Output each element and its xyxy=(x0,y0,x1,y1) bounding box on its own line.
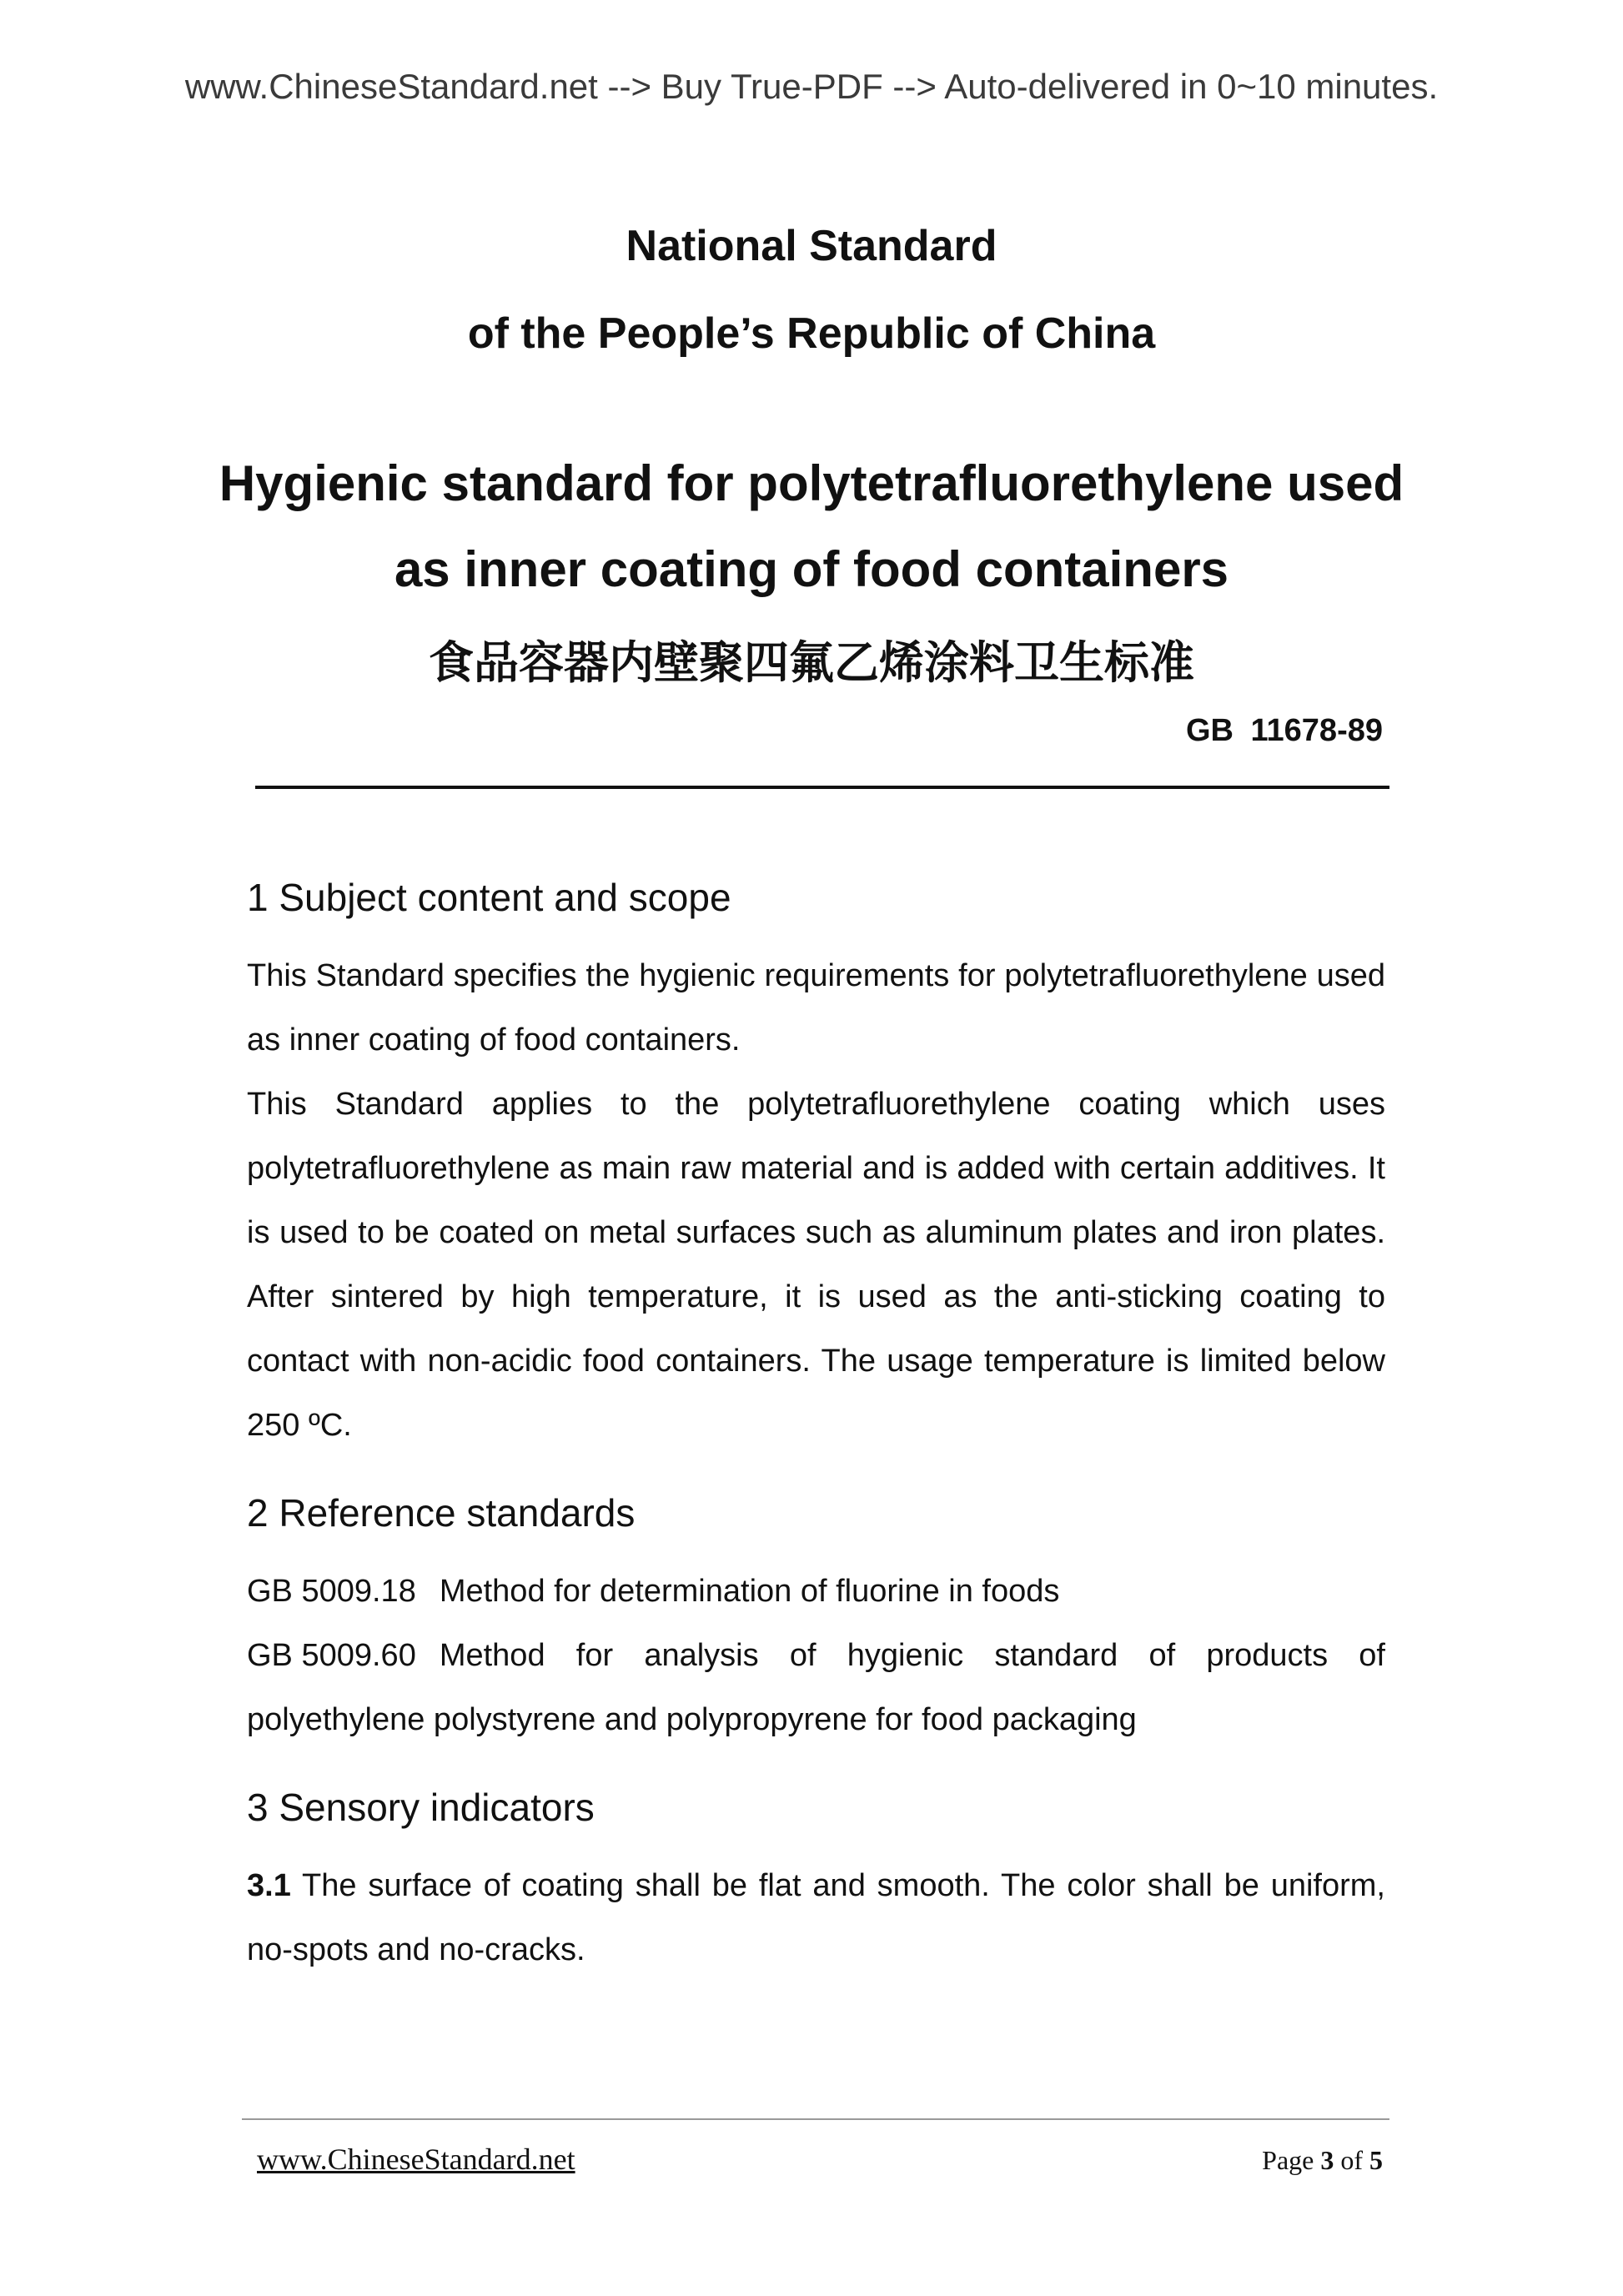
page-current: 3 xyxy=(1320,2145,1334,2175)
republic-heading: of the People’s Republic of China xyxy=(467,309,1156,358)
chinese-title: 食品容器内壁聚四氟乙烯涂料卫生标准 xyxy=(429,636,1194,689)
national-standard-heading: National Standard xyxy=(626,222,997,270)
footer-website-link[interactable]: www.ChineseStandard.net xyxy=(257,2143,575,2176)
reference-code: GB 5009.60 xyxy=(247,1638,416,1673)
section-1-paragraph-2: This Standard applies to the polytetrafluorethylene coating which uses polytetrafluorethylene as main raw material and is added with certain additives. It is used to be coated on metal surfaces such as aluminum plates and iron plates. After sintered by high temperature, it is used as the anti-sticking coating to contact with non-acidic food containers. The usage temperature is limited below 250 ºC. xyxy=(247,1087,1385,1443)
section-1-paragraph-1: This Standard specifies the hygienic requirements for polytetrafluorethylene used as inner coating of food containers. xyxy=(247,958,1385,1058)
footer-divider xyxy=(242,2118,1389,2120)
reference-code: GB 5009.18 xyxy=(247,1574,416,1609)
reference-text: Method for analysis of hygienic standard of products of polyethylene polystyrene and polypropyrene for food packaging xyxy=(247,1638,1385,1737)
document-body xyxy=(247,867,1385,1982)
section-2-heading: 2 Reference standards xyxy=(247,1491,636,1535)
document-title-line-2: as inner coating of food containers xyxy=(394,541,1229,597)
top-banner[interactable]: www.ChineseStandard.net --> Buy True-PDF --> Auto-delivered in 0~10 minutes. xyxy=(184,67,1439,106)
standard-code: GB 11678-89 xyxy=(1185,713,1383,748)
page-total: 5 xyxy=(1369,2145,1383,2175)
page-label: Page xyxy=(1262,2145,1314,2175)
reference-text: Method for determination of fluorine in foods xyxy=(439,1574,1060,1609)
page-of-label: of xyxy=(1340,2145,1363,2175)
section-1-heading: 1 Subject content and scope xyxy=(247,876,731,919)
title-divider xyxy=(255,786,1389,789)
page-number xyxy=(1262,2145,1383,2176)
reference-item xyxy=(247,1560,1385,1624)
clause-3-1 xyxy=(247,1854,1385,1982)
document-title-line-1: Hygienic standard for polytetrafluorethylene used xyxy=(219,455,1404,511)
clause-text: The surface of coating shall be flat and smooth. The color shall be uniform, no-spots and no-cracks. xyxy=(247,1868,1385,1967)
reference-item xyxy=(247,1624,1385,1752)
section-3-heading: 3 Sensory indicators xyxy=(247,1786,595,1829)
clause-number: 3.1 xyxy=(247,1868,291,1903)
